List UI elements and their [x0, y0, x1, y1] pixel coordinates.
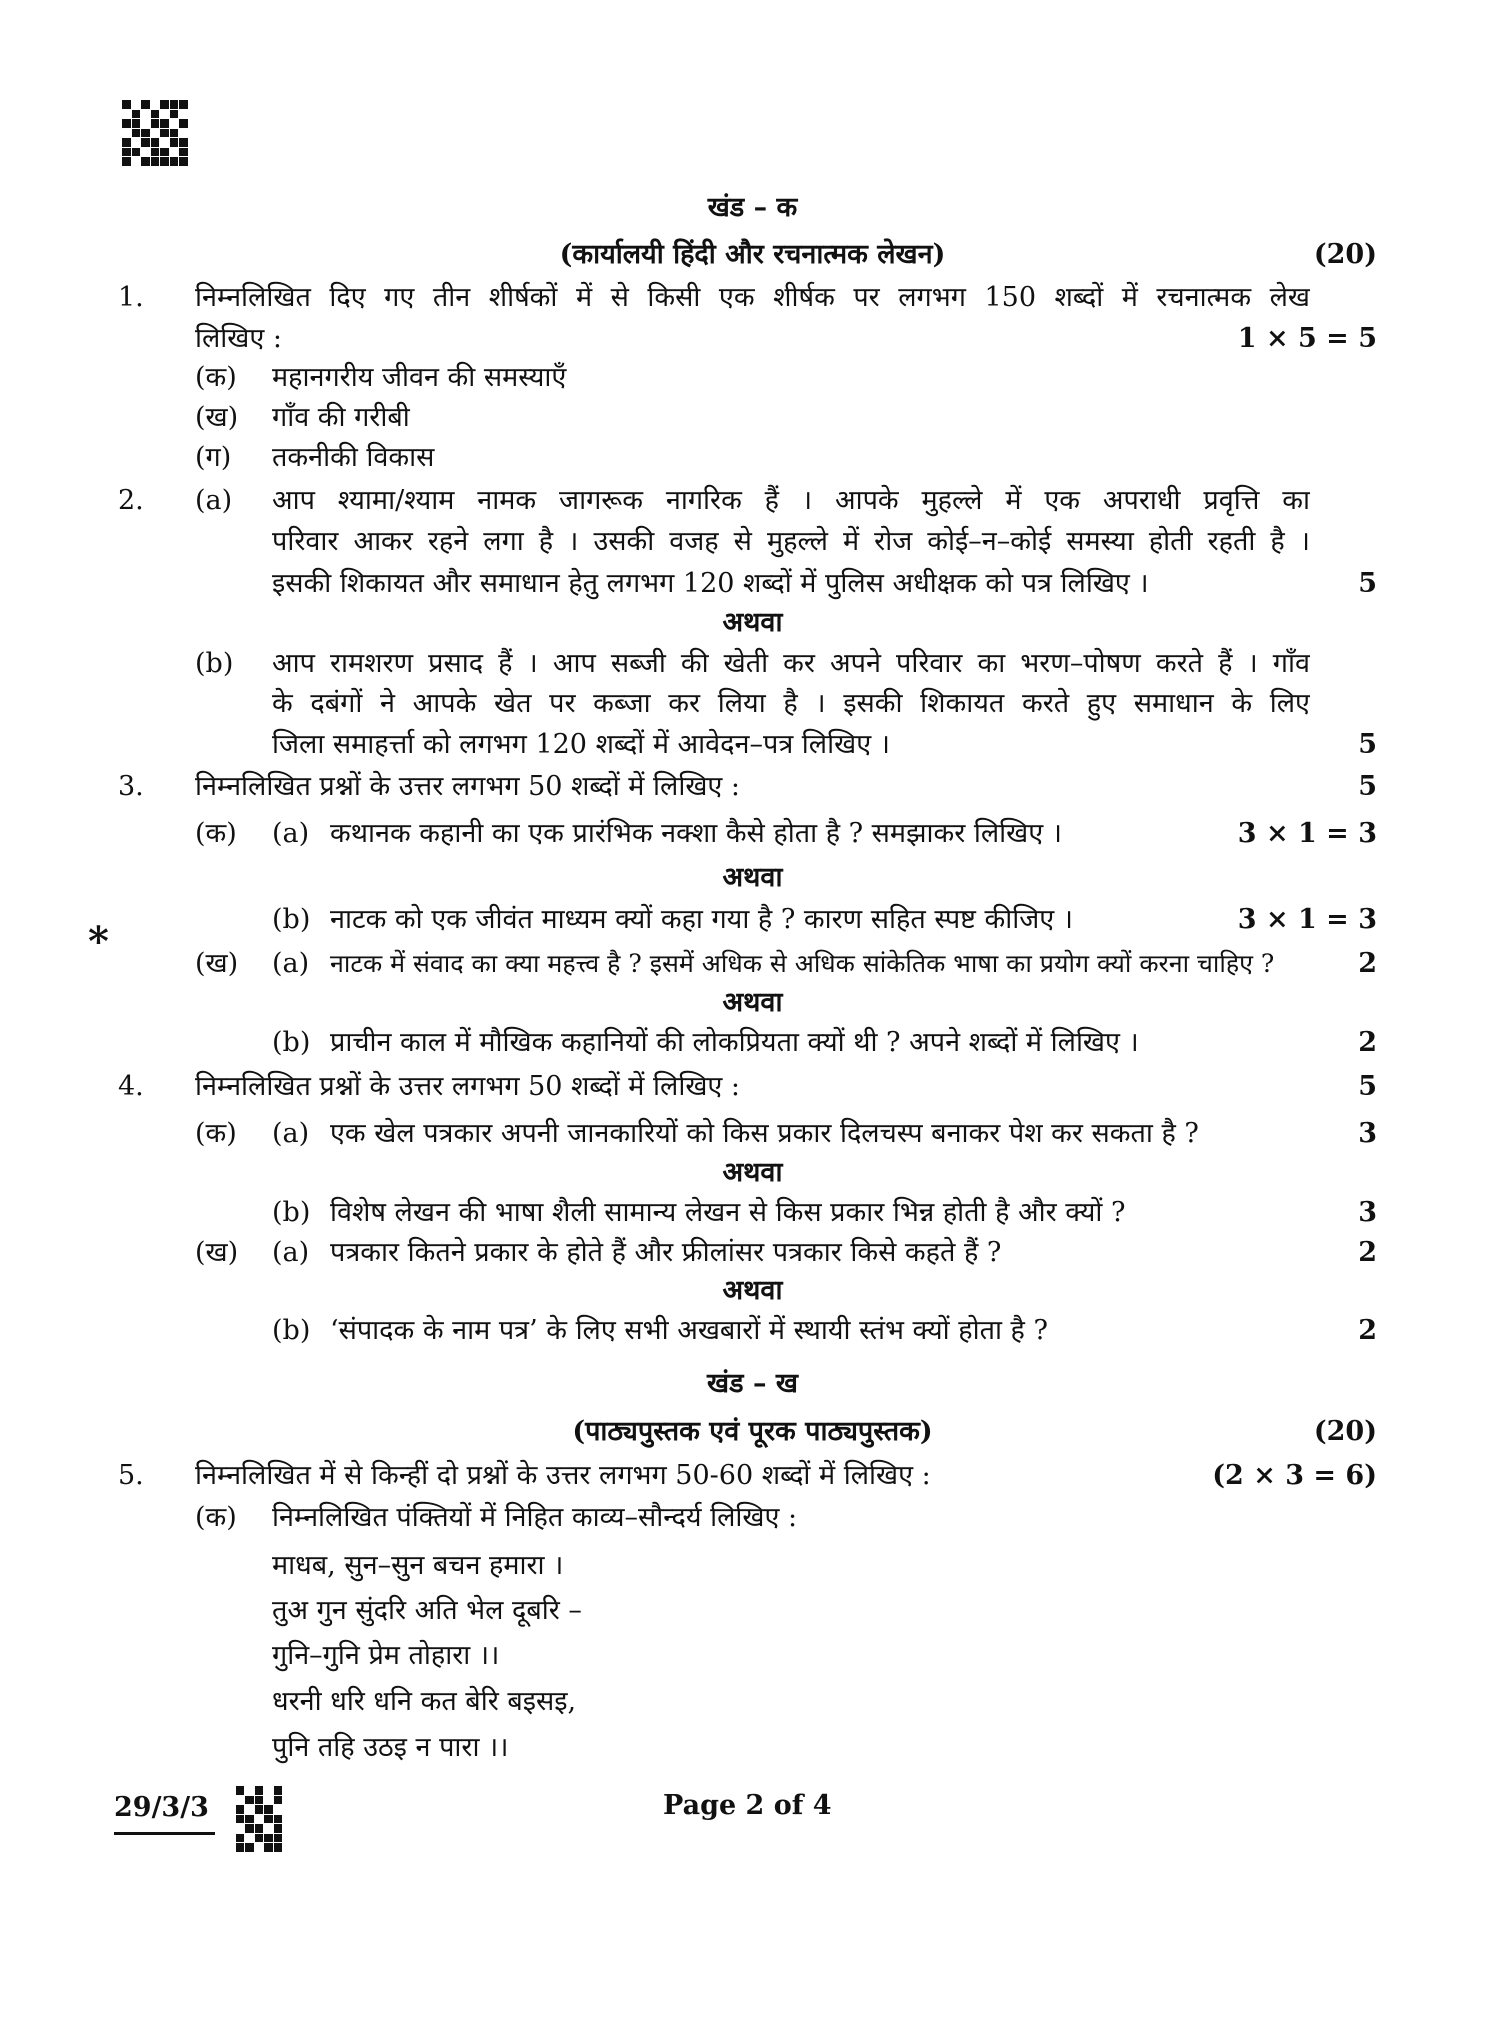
q1-option-label: (ग) — [195, 442, 232, 473]
q4-text: निम्नलिखित प्रश्नों के उत्तर लगभग 50 शब्दों में लिखिए : — [195, 1071, 741, 1102]
q3-marks: 5 — [1358, 771, 1377, 802]
qr-code-footer — [236, 1786, 282, 1852]
q3-number: 3. — [118, 771, 144, 802]
q5-number: 5. — [118, 1460, 144, 1491]
q3-ka-a-label: (a) — [272, 818, 310, 849]
q1-option-text: तकनीकी विकास — [272, 442, 435, 473]
q3-kha-a-label: (a) — [272, 948, 310, 979]
q4-ka-b-text: विशेष लेखन की भाषा शैली सामान्य लेखन से किस प्रकार भिन्न होती है और क्यों ? — [330, 1197, 1126, 1228]
q3-ka-label: (क) — [195, 818, 237, 849]
q2a-marks: 5 — [1358, 568, 1377, 599]
q2a-line: परिवार आकर रहने लगा है । उसकी वजह से मुहल्ले में रोज कोई–न–कोई समस्या होती रहती है । — [272, 526, 1310, 557]
q3-kha-label: (ख) — [195, 948, 239, 979]
q4-ka-label: (क) — [195, 1118, 237, 1149]
q1-text-line1: निम्नलिखित दिए गए तीन शीर्षकों में से किसी एक शीर्षक पर लगभग 150 शब्दों में रचनात्मक लेख — [195, 282, 1310, 313]
q3-ka-b-label: (b) — [272, 904, 311, 935]
q2-number: 2. — [118, 485, 144, 516]
q3-ka-b-marks: 3 × 1 = 3 — [1237, 904, 1377, 935]
or-divider: अथवा — [722, 862, 783, 893]
q2a-label: (a) — [195, 485, 233, 516]
or-divider: अथवा — [722, 1275, 783, 1306]
q5-ka-label: (क) — [195, 1502, 237, 1533]
q5-ka-text: निम्नलिखित पंक्तियों में निहित काव्य–सौन्दर्य लिखिए : — [272, 1502, 798, 1533]
section-b-marks: (20) — [1313, 1416, 1377, 1447]
q1-number: 1. — [118, 282, 144, 313]
q2a-line: आप श्यामा/श्याम नामक जागरूक नागरिक हैं । आपके मुहल्ले में एक अपराधी प्रवृत्ति का — [272, 485, 1310, 516]
q1-text-line2: लिखिए : — [195, 323, 282, 354]
q4-kha-b-marks: 2 — [1358, 1315, 1377, 1346]
q4-kha-label: (ख) — [195, 1237, 239, 1268]
q2a-line: इसकी शिकायत और समाधान हेतु लगभग 120 शब्दों में पुलिस अधीक्षक को पत्र लिखिए । — [272, 568, 1149, 599]
section-b-title: खंड – ख — [707, 1368, 798, 1399]
q2b-label: (b) — [195, 648, 234, 679]
or-divider: अथवा — [722, 1157, 783, 1188]
q3-text: निम्नलिखित प्रश्नों के उत्तर लगभग 50 शब्दों में लिखिए : — [195, 771, 741, 802]
q4-kha-a-marks: 2 — [1358, 1237, 1377, 1268]
verse-line: गुनि–गुनि प्रेम तोहारा ।। — [272, 1640, 500, 1671]
q4-ka-a-label: (a) — [272, 1118, 310, 1149]
page-number: Page 2 of 4 — [663, 1790, 832, 1821]
verse-line: पुनि तहि उठइ न पारा ।। — [272, 1732, 509, 1763]
q1-marks: 1 × 5 = 5 — [1237, 323, 1377, 354]
q3-ka-b-text: नाटक को एक जीवंत माध्यम क्यों कहा गया है ? कारण सहित स्पष्ट कीजिए । — [330, 904, 1074, 935]
q2b-line: के दबंगों ने आपके खेत पर कब्जा कर लिया है । इसकी शिकायत करते हुए समाधान के लिए — [272, 688, 1310, 719]
or-divider: अथवा — [722, 607, 783, 638]
q4-kha-b-text: ‘संपादक के नाम पत्र’ के लिए सभी अखबारों में स्थायी स्तंभ क्यों होता है ? — [330, 1315, 1048, 1346]
section-b-subtitle: (पाठ्यपुस्तक एवं पूरक पाठ्यपुस्तक) — [572, 1416, 933, 1447]
q3-ka-a-text: कथानक कहानी का एक प्रारंभिक नक्शा कैसे होता है ? समझाकर लिखिए । — [330, 818, 1062, 849]
section-a-title: खंड – क — [707, 192, 798, 223]
q4-kha-a-label: (a) — [272, 1237, 310, 1268]
q4-ka-a-text: एक खेल पत्रकार अपनी जानकारियों को किस प्रकार दिलचस्प बनाकर पेश कर सकता है ? — [330, 1118, 1199, 1149]
q5-text: निम्नलिखित में से किन्हीं दो प्रश्नों के उत्तर लगभग 50-60 शब्दों में लिखिए : — [195, 1460, 931, 1491]
q4-kha-a-text: पत्रकार कितने प्रकार के होते हैं और फ्रीलांसर पत्रकार किसे कहते हैं ? — [330, 1237, 1002, 1268]
q4-marks: 5 — [1358, 1071, 1377, 1102]
verse-line: तुअ गुन सुंदरि अति भेल दूबरि – — [272, 1595, 582, 1626]
q4-ka-b-marks: 3 — [1358, 1197, 1377, 1228]
q4-ka-a-marks: 3 — [1358, 1118, 1377, 1149]
asterisk-mark: * — [88, 918, 109, 965]
section-a-subtitle: (कार्यालयी हिंदी और रचनात्मक लेखन) — [559, 239, 946, 270]
q1-option-label: (क) — [195, 362, 237, 393]
section-a-marks: (20) — [1313, 239, 1377, 270]
q2b-marks: 5 — [1358, 729, 1377, 760]
or-divider: अथवा — [722, 987, 783, 1018]
q3-kha-a-marks: 2 — [1358, 948, 1377, 979]
q3-kha-b-label: (b) — [272, 1027, 311, 1058]
q2b-line: आप रामशरण प्रसाद हैं । आप सब्जी की खेती कर अपने परिवार का भरण–पोषण करते हैं । गाँव — [272, 648, 1310, 679]
q1-option-text: गाँव की गरीबी — [272, 402, 410, 433]
q1-option-label: (ख) — [195, 402, 239, 433]
q3-ka-a-marks: 3 × 1 = 3 — [1237, 818, 1377, 849]
q5-marks: (2 × 3 = 6) — [1212, 1460, 1377, 1491]
qr-code-top — [122, 100, 188, 166]
q3-kha-b-marks: 2 — [1358, 1027, 1377, 1058]
q1-option-text: महानगरीय जीवन की समस्याएँ — [272, 362, 567, 393]
q4-number: 4. — [118, 1071, 144, 1102]
q3-kha-a-text: नाटक में संवाद का क्या महत्त्व है ? इसमें अधिक से अधिक सांकेतिक भाषा का प्रयोग क्यों करना चाहिए ? — [330, 949, 1275, 978]
q2b-line: जिला समाहर्त्ता को लगभग 120 शब्दों में आवेदन–पत्र लिखिए । — [272, 729, 890, 760]
q3-kha-b-text: प्राचीन काल में मौखिक कहानियों की लोकप्रियता क्यों थी ? अपने शब्दों में लिखिए । — [330, 1027, 1139, 1058]
q4-kha-b-label: (b) — [272, 1315, 311, 1346]
paper-code: 29/3/3 — [114, 1786, 215, 1835]
q4-ka-b-label: (b) — [272, 1197, 311, 1228]
verse-line: माधब, सुन–सुन बचन हमारा । — [272, 1550, 564, 1581]
verse-line: धरनी धरि धनि कत बेरि बइसइ, — [272, 1686, 577, 1717]
